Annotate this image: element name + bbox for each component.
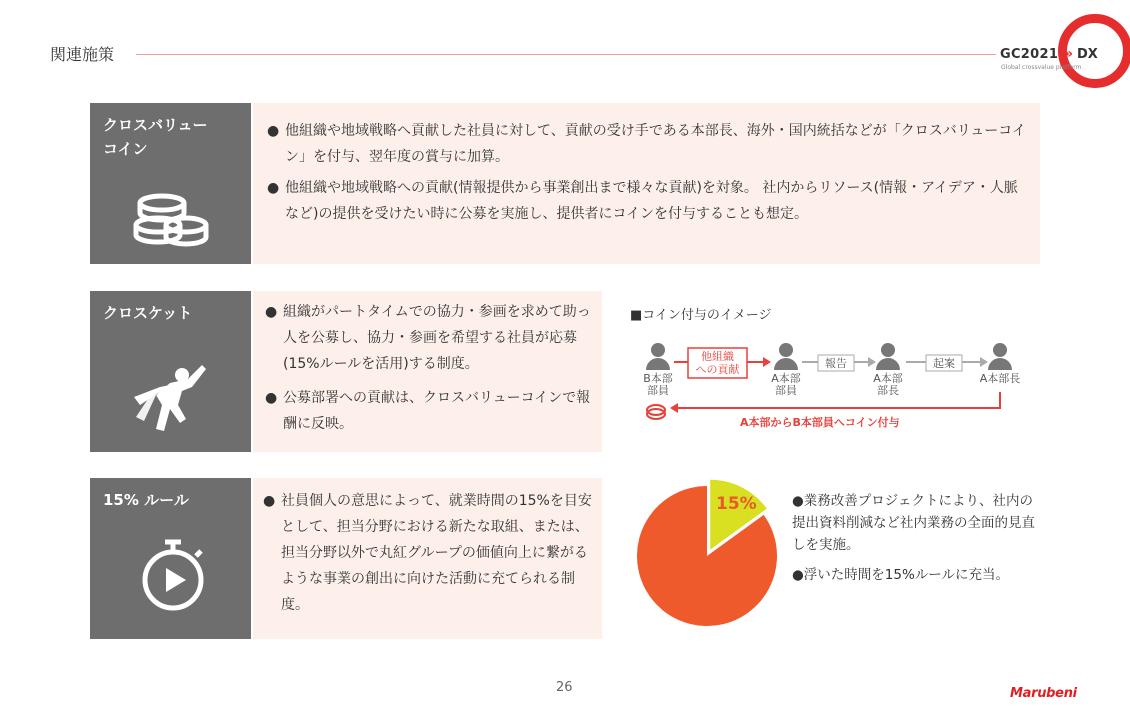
bullet-dot-icon: ● — [265, 390, 278, 406]
bullet-dot-icon: ● — [265, 304, 278, 320]
bullet-item — [265, 299, 595, 377]
section-label-text: クロスバリュー コイン — [103, 116, 208, 158]
bullet-item — [265, 385, 595, 437]
person-icon-a-member — [774, 343, 798, 370]
section-text-crossket — [253, 291, 602, 452]
bullet-item — [263, 488, 595, 618]
pie-chart — [632, 478, 782, 628]
brand-chevron-icon: » — [1064, 46, 1074, 62]
person-icon-a-head — [988, 343, 1012, 370]
section-label-text: クロスケット — [103, 304, 193, 322]
step-proposal: 起案 — [933, 357, 955, 370]
section-label-crossvalue-coin — [90, 103, 251, 264]
brand-badge — [995, 42, 1125, 82]
pie-note: ●浮いた時間を15%ルールに充当。 — [792, 567, 1010, 583]
pie-label-text: 15% — [716, 494, 757, 514]
step-contribution: 他組織 への貢献 — [695, 350, 740, 376]
page-number: 26 — [556, 680, 573, 695]
pie-slice-label — [716, 494, 757, 514]
bullet-dot-icon: ● — [267, 180, 280, 196]
pie-note: ●業務改善プロジェクトにより、社内の提出資料削減など社内業務の全面的見直しを実施。 — [792, 493, 1035, 553]
bullet-text: 他組織や地域戦略への貢献(情報提供から事業創出まで様々な貢献)を対象。 社内からリソース(情報・アイデア・人脈など)の提供を受けたい時に公募を実施し、提供者にコインを付与することも想定。 — [285, 180, 1018, 222]
brand-dx: DX — [1077, 47, 1098, 62]
coin-icon — [647, 405, 665, 419]
node-a-member: A本部 部員 — [771, 372, 801, 397]
section-text-15-rule — [253, 478, 602, 639]
page-title: 関連施策 — [50, 45, 115, 64]
bullet-dot-icon: ● — [263, 493, 276, 509]
coins-icon — [132, 189, 212, 251]
brand-subtitle: Global crossvalue platform — [1001, 64, 1082, 71]
bullet-text: 他組織や地域戦略へ貢献した社員に対して、貢献の受け手である本部長、海外・国内統括などが「クロスバリューコイン」を付与、翌年度の賞与に加算。 — [285, 123, 1026, 165]
company-logo: Marubeni — [1010, 686, 1077, 701]
coin-return-label: A本部からB本部員へコイン付与 — [740, 416, 900, 429]
section-text-crossvalue-coin — [253, 103, 1040, 264]
brand-main: GC2021 — [1000, 47, 1059, 62]
bullet-text: 公募部署への貢献は、クロスバリューコインで報酬に反映。 — [283, 390, 591, 432]
superhero-icon — [130, 361, 210, 439]
pie-notes — [792, 490, 1042, 586]
diagram-title: ■コイン付与のイメージ — [630, 308, 772, 323]
person-icon-a-manager — [876, 343, 900, 370]
bullet-text: 社員個人の意思によって、就業時間の15%を目安として、担当分野における新たな取組、または、担当分野以外で丸紅グループの価値向上に繋がるような事業の創出に向けた活動に充てられる制度。 — [281, 493, 592, 613]
section-label-crossket — [90, 291, 251, 452]
stopwatch-icon — [138, 536, 208, 614]
section-label-15-rule — [90, 478, 251, 639]
step-report: 報告 — [825, 357, 847, 370]
bullet-item — [267, 118, 1027, 170]
node-a-manager: A本部 部長 — [873, 372, 903, 397]
node-a-head: A本部長 — [979, 372, 1021, 385]
bullet-text: 組織がパートタイムでの協力・参画を求めて助っ人を公募し、協力・参画を希望する社員が応募 (15%ルールを活用)する制度。 — [283, 304, 591, 372]
node-b-member: B本部 部員 — [643, 372, 673, 397]
person-icon-b-member — [646, 343, 670, 370]
section-label-text: 15% ルール — [103, 491, 189, 509]
title-divider — [136, 54, 996, 55]
bullet-item — [267, 175, 1027, 227]
bullet-dot-icon: ● — [267, 123, 280, 139]
